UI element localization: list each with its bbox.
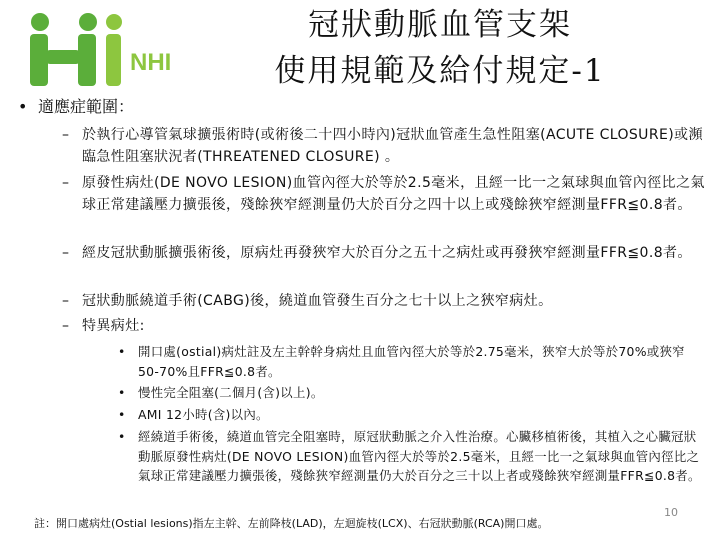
sub-bullet: • <box>118 407 126 422</box>
indication-item-2 <box>62 172 708 216</box>
sub-bullet: • <box>118 429 126 444</box>
dash-marker: – <box>62 127 70 143</box>
nhi-logo-graphic <box>20 10 180 90</box>
special-lesion-item-3 <box>118 405 704 425</box>
indication-text: 經皮冠狀動脈擴張術後，原病灶再發狹窄大於百分之五十之病灶或再發狹窄經測量FFR≦0.8者。 <box>82 245 692 261</box>
indication-text: 特異病灶: <box>82 318 145 334</box>
indication-item-1 <box>62 124 708 168</box>
special-lesion-item-1 <box>118 342 704 381</box>
nhi-logo-text: NHI <box>130 49 172 76</box>
sub-bullet: • <box>118 385 126 400</box>
dash-marker: – <box>62 245 70 261</box>
page-number: 10 <box>664 506 678 519</box>
dash-marker: – <box>62 293 70 309</box>
slide-title <box>220 2 660 94</box>
indication-item-5 <box>62 315 708 337</box>
dash-marker: – <box>62 175 70 191</box>
footnote: 註：開口處病灶(Ostial lesions)指左主幹、左前降枝(LAD)，左迴旋枝(LCX)、右冠狀動脈(RCA)開口處。 <box>34 517 549 530</box>
section-bullet: • <box>18 97 28 116</box>
special-lesion-text: 慢性完全阻塞(二個月(含)以上)。 <box>138 385 324 400</box>
sub-bullet: • <box>118 344 126 359</box>
title-line-1: 冠狀動脈血管支架 <box>308 7 572 43</box>
indication-text: 於執行心導管氣球擴張術時(或術後二十四小時內)冠狀血管產生急性阻塞(ACUTE CLOSURE)或瀕臨急性阻塞狀況者(THREATENED CLOSURE) 。 <box>82 127 703 165</box>
special-lesion-text: 經繞道手術後，繞道血管完全阻塞時，原冠狀動脈之介入性治療。心臟移植術後，其植入之心臟冠狀動脈原發性病灶(DE NOVO LESION)血管內徑大於等於2.5毫米，且經一比一之氣球與血管內徑比之氣球正常建議壓力擴張後，殘餘狹窄經測量仍大於百分之三十以上者或殘餘狹窄經測量FFR≦0.8者。 <box>138 429 701 483</box>
dash-marker: – <box>62 318 70 334</box>
section-heading <box>18 96 134 118</box>
section-label: 適應症範圍： <box>38 97 135 116</box>
indication-text: 原發性病灶(DE NOVO LESION)血管內徑大於等於2.5毫米，且經一比一之氣球與血管內徑比之氣球正常建議壓力擴張後，殘餘狹窄經測量仍大於百分之四十以上或殘餘狹窄經測量FFR≦0.8者。 <box>82 175 705 213</box>
title-line-2: 使用規範及給付規定-1 <box>274 53 606 89</box>
special-lesion-item-2 <box>118 383 704 403</box>
indication-item-4 <box>62 290 708 312</box>
nhi-logo <box>20 10 180 90</box>
special-lesion-item-4 <box>118 427 704 486</box>
special-lesion-text: 開口處(ostial)病灶註及左主幹幹身病灶且血管內徑大於等於2.75毫米，狹窄大於等於70%或狹窄50-70%且FFR≦0.8者。 <box>138 344 685 379</box>
special-lesion-text: AMI 12小時(含)以內。 <box>138 407 269 422</box>
indication-text: 冠狀動脈繞道手術(CABG)後，繞道血管發生百分之七十以上之狹窄病灶。 <box>82 293 553 309</box>
indication-item-3 <box>62 242 708 264</box>
